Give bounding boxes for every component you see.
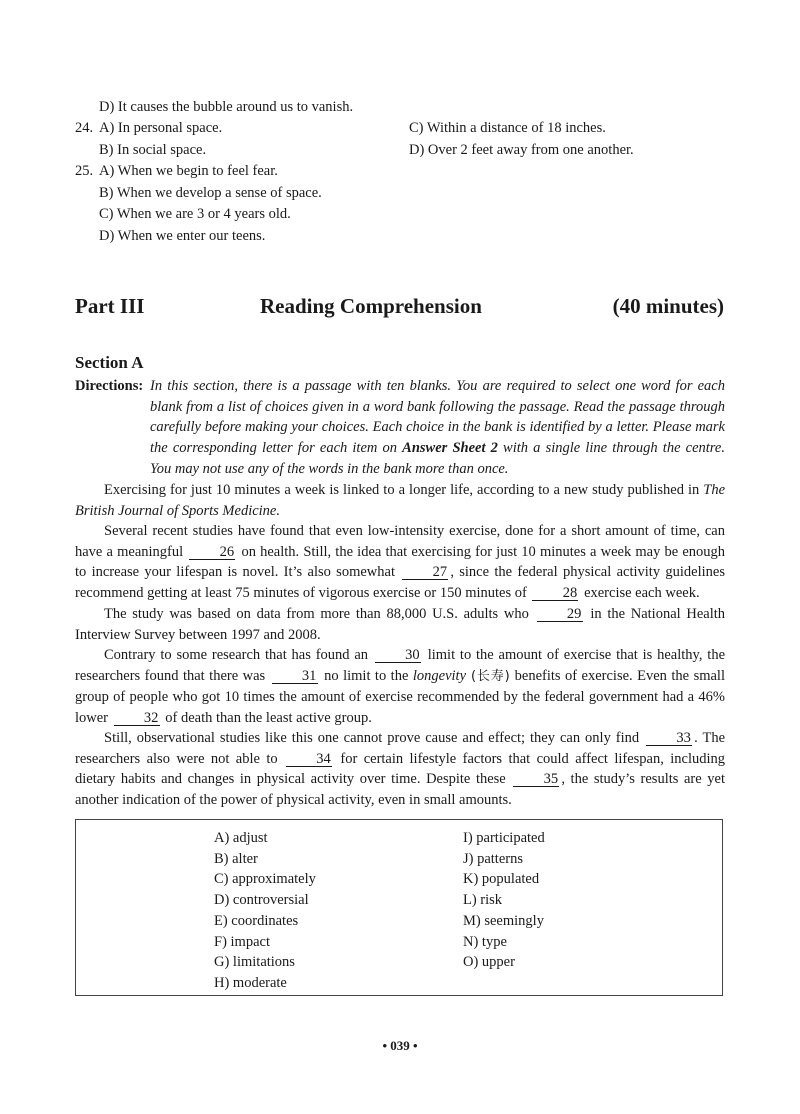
q23-option-d: D) It causes the bubble around us to vanish.: [99, 99, 354, 115]
q25-option-b: B) When we develop a sense of space.: [99, 185, 322, 201]
passage-text: . The researchers also were not able to: [75, 730, 725, 767]
word-bank-item: F) impact: [214, 933, 270, 950]
directions-label: Directions:: [75, 378, 144, 394]
q24-option-b: B) In social space.: [99, 142, 207, 158]
blank-28[interactable]: 28: [532, 586, 578, 601]
passage-text: Contrary to some research that has found an: [104, 647, 369, 663]
q25-option-c: C) When we are 3 or 4 years old.: [99, 206, 291, 222]
word-bank-item: N) type: [463, 933, 507, 950]
blank-32[interactable]: 32: [114, 711, 160, 726]
word-bank-left-column: [214, 828, 316, 994]
word-bank-item: B) alter: [214, 850, 258, 867]
word-bank-item: D) controversial: [214, 892, 309, 909]
word-bank-right-column: [463, 828, 545, 973]
q25-number: 25.: [75, 163, 94, 179]
passage-text: of death than the least active group.: [165, 710, 372, 727]
passage-text: Several recent studies have found that even low-intensity exercise, done for a short amount of time, can have a meaningful: [75, 523, 725, 560]
blank-34[interactable]: 34: [286, 752, 332, 767]
word-bank-item: L) risk: [463, 892, 503, 909]
word-bank-item: I) participated: [463, 830, 545, 846]
passage-text: on health. Still, the idea that exercising for just 10 minutes a week may be enough to increase your lifespan is novel. It’s also somewhat: [75, 543, 725, 581]
word-bank-item: G) limitations: [214, 954, 295, 971]
word-bank-item: E) coordinates: [214, 912, 299, 929]
q24-option-a: A) In personal space.: [99, 120, 223, 136]
passage-text: , the study’s results are yet another indication of the power of physical activity, even in small amounts.: [75, 771, 725, 809]
passage-text: for certain lifestyle factors that could affect lifespan, including dietary habits and changes in physical activity over time. Despite these: [75, 750, 725, 788]
directions-text-1: In this section, there is a passage with ten blanks. You are required to select one word for each blank from a list of choices given in a word bank following the passage. Read the passage through carefully before making your choices. Each choice in the bank is identified by a letter. Please mark the corresponding letter for each item on: [150, 378, 725, 457]
part-time: (40 minutes): [612, 294, 724, 318]
passage-paragraph-4: [75, 645, 725, 729]
passage-paragraph-1: [75, 480, 725, 521]
passage-text: Exercising for just 10 minutes a week is linked to a longer life, according to a new study published in: [104, 482, 704, 498]
word-bank-item: A) adjust: [214, 830, 268, 846]
section-title: Section A: [75, 353, 144, 372]
blank-29[interactable]: 29: [537, 607, 583, 622]
word-bank-item: C) approximately: [214, 871, 316, 888]
blank-33[interactable]: 33: [646, 731, 692, 746]
passage-paragraph-2: [75, 521, 725, 604]
q25-option-a: A) When we begin to feel fear.: [99, 163, 278, 179]
passage-text: Still, observational studies like this one cannot prove cause and effect; they can only find: [104, 730, 640, 746]
blank-31[interactable]: 31: [272, 669, 318, 684]
longevity-word: longevity: [412, 667, 467, 684]
page-number: • 039 •: [382, 1038, 418, 1053]
q24-number: 24.: [75, 120, 94, 136]
chinese-gloss: (长寿): [466, 668, 515, 684]
q24-option-d: D) Over 2 feet away from one another.: [409, 142, 634, 158]
word-bank-item: M) seemingly: [463, 912, 544, 929]
passage-text: in the National Health Interview Survey between 1997 and 2008.: [75, 606, 726, 643]
passage-text: The study was based on data from more than 88,000 U.S. adults who: [104, 606, 529, 622]
word-bank-item: H) moderate: [214, 974, 287, 991]
passage-paragraph-3: [75, 604, 725, 645]
blank-30[interactable]: 30: [375, 648, 421, 663]
passage-text: exercise each week.: [584, 585, 700, 602]
word-bank-item: J) patterns: [463, 850, 523, 867]
passage-text: no limit to the: [324, 667, 413, 684]
passage-paragraph-5: [75, 728, 725, 811]
word-bank: [75, 819, 723, 996]
passage-text: benefits of exercise. Even the small group of people who got 10 times the amount of exercise recommended by the federal government had a 46% lower: [75, 667, 725, 727]
journal-title: The British Journal of Sports Medicine.: [75, 482, 725, 519]
word-bank-item: O) upper: [463, 954, 515, 971]
directions-answer-sheet: Answer Sheet 2: [402, 440, 498, 457]
blank-35[interactable]: 35: [513, 772, 559, 787]
part-label: Part III: [75, 294, 145, 318]
blank-27[interactable]: 27: [402, 565, 448, 580]
q25-option-d: D) When we enter our teens.: [99, 228, 266, 244]
part-title: Reading Comprehension: [260, 294, 482, 318]
passage-text: , since the federal physical activity guidelines recommend getting at least 75 minutes of vigorous exercise or 150 minutes of: [75, 564, 725, 602]
passage-text: limit to the amount of exercise that is healthy, the researchers found that there was: [75, 647, 726, 684]
directions-body: [150, 376, 725, 480]
blank-26[interactable]: 26: [189, 545, 235, 560]
q24-option-c: C) Within a distance of 18 inches.: [409, 120, 606, 136]
word-bank-item: K) populated: [463, 871, 540, 888]
directions: [75, 376, 725, 480]
directions-text-2: with a single line through the centre. You may not use any of the words in the bank more than once.: [150, 440, 725, 477]
